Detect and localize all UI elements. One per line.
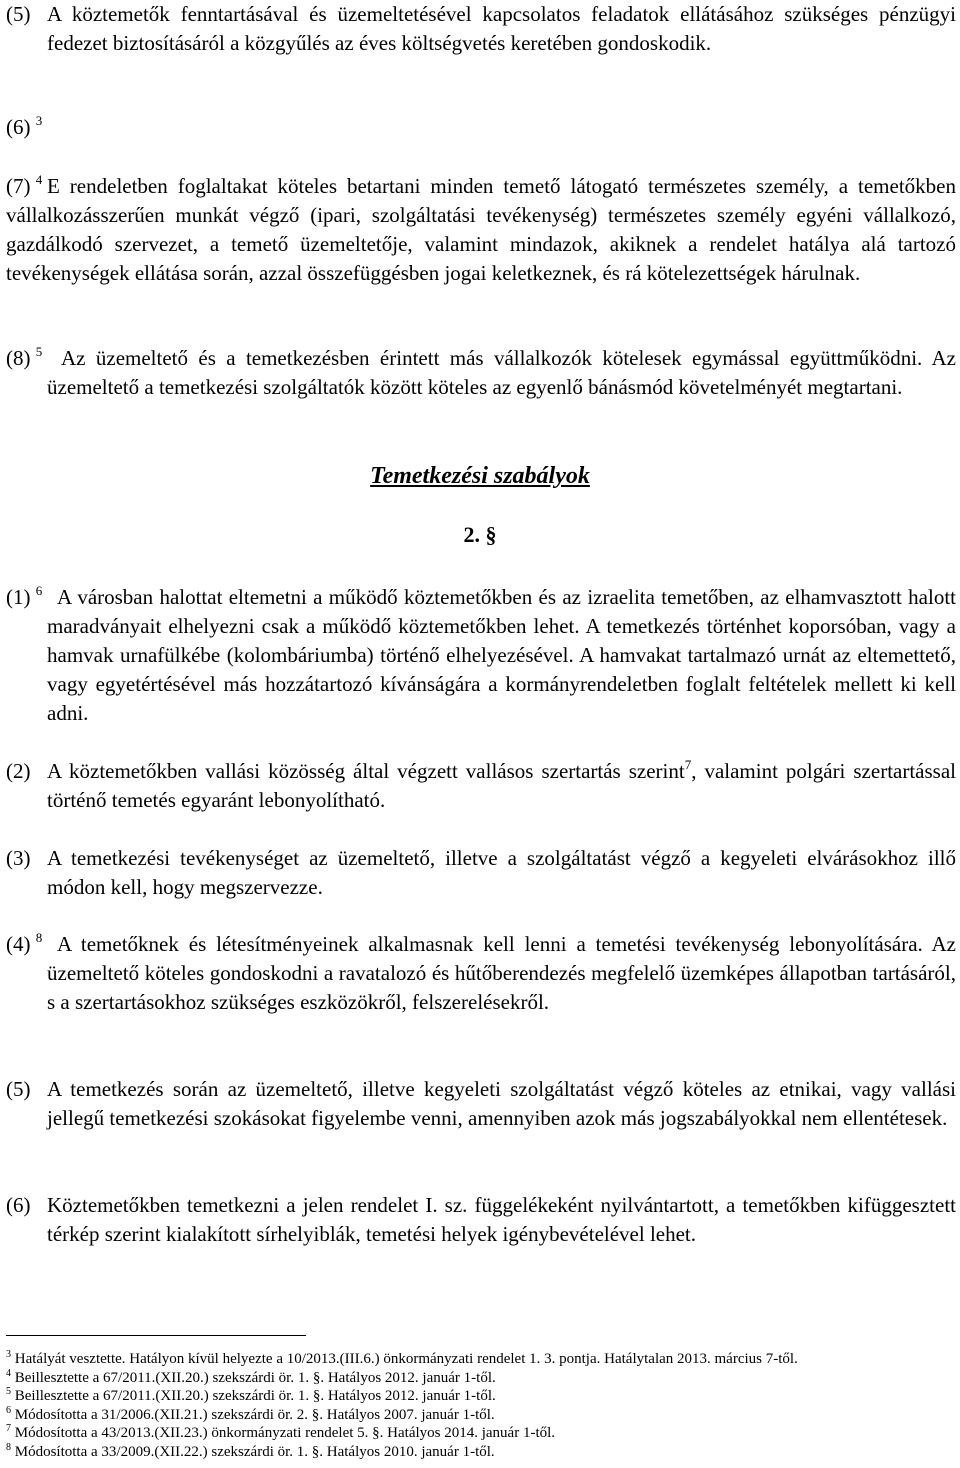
footnote-6: $^6$ Módosította a 31/2006.(XII.21.) szekszárdi ör. 2. §. Hatályos 2007. január 1-től. xyxy=(6,1404,495,1423)
paragraph-5-fenntartas xyxy=(6,0,956,58)
paragraph-number: (8) $^5$ xyxy=(6,344,43,370)
footnote-3: $^3$ Hatályát vesztette. Hatályon kívül helyezte a 10/2013.(III.6.) önkormányzati rendelet 1. 3. pontja. Hatálytalan 2013. március 7-től. xyxy=(6,1349,798,1367)
paragraph-text: A köztemetők fenntartásával és üzemeltetésével kapcsolatos feladatok ellátásához szükséges pénzügyi fedezet biztosításáról a közgyűlés az éves költségvetés keretében gondoskodik. xyxy=(47,2,956,55)
footnote-ref: 3 xyxy=(35,113,43,128)
paragraph-8-cooperation xyxy=(6,344,956,402)
paragraph-number: (6) xyxy=(6,1193,31,1217)
footnote-ref: 6 xyxy=(35,583,43,598)
paragraph-4-facilities xyxy=(6,930,956,1017)
paragraph-number: (4) $^8$ xyxy=(6,930,43,956)
footnote-separator xyxy=(6,1335,306,1336)
paragraph-1-burial-places xyxy=(6,583,956,728)
paragraph-number: (2) xyxy=(6,759,31,783)
paragraph-5-customs xyxy=(6,1075,956,1133)
paragraph-text: Köztemetőkben temetkezni a jelen rendelet I. sz. függelékeként nyilvántartott, a temetőkben kifüggesztett térkép szerint kialakított sírhelyiblák, temetési helyek igénybevételével lehet. xyxy=(47,1193,956,1246)
footnote-7: $^7$ Módosította a 43/2013.(XII.23.) önkormányzati rendelet 5. §. Hatályos 2014. január 1-től. xyxy=(6,1423,556,1441)
paragraph-number: (7) $^4$ xyxy=(6,172,43,198)
paragraph-3-organization xyxy=(6,844,956,902)
paragraph-body xyxy=(6,172,956,288)
paragraph-text: A temetkezés során az üzemeltető, illetve kegyeleti szolgáltatást végző köteles az etnikai, vagy vallási jellegű temetkezési szokásokat figyelembe venni, amennyiben azok más jogszabályokkal nem ellentétesek. xyxy=(47,1077,956,1130)
footnote-ref: 8 xyxy=(35,930,43,945)
paragraph-text: A köztemetőkben vallási közösség által végzett vallásos szertartás szerint$^7$, valamint polgári szertartással történő temetés egyaránt lebonyolítható. xyxy=(47,757,956,812)
footnotes xyxy=(6,1350,956,1461)
paragraph-text: E rendeletben foglaltakat köteles betartani minden temető látogató természetes személy, a temetőkben vállalkozásszerűen munkát végző (ipari, szolgáltatási tevékenység) természetes személy egyéni vállalkozó, gazdálkodó szervezet, a temető üzemeltetője, valamint mindazok, akiknek a rendelet hatálya alá tartozó tevékenységek ellátása során, azzal összefüggésben jogai keletkeznek, és rá kötelezettségek hárulnak. xyxy=(6,174,956,285)
paragraph-number: (3) xyxy=(6,846,31,870)
paragraph-text: A városban halottat eltemetni a működő köztemetőkben és az izraelita temetőben, az elhamvasztott halott maradványait elhelyezni csak a működő köztemetőkben lehet. A temetkezés történhet koporsóban, vagy a hamvak urnafülkébe (kolombáriumba) történő elhelyezésével. A hamvakat tartalmazó urnát az eltemettető, vagy egyetértésével más hozzátartozó kívánságára a kormányrendeletben foglalt feltételek mellett ki kell adni. xyxy=(47,585,956,725)
paragraph-text: A temetőknek és létesítményeinek alkalmasnak kell lenni a temetési tevékenység lebonyolítására. Az üzemeltető köteles gondoskodni a ravatalozó és hűtőberendezés megfelelő üzemképes állapotban tartásáról, s a szertartásokhoz szükséges eszközökről, felszerelésekről. xyxy=(47,932,956,1014)
paragraph-text: A temetkezési tevékenységet az üzemeltető, illetve a szolgáltatást végző a kegyeleti elvárásokhoz illő módon kell, hogy megszervezze. xyxy=(47,846,956,899)
paragraph-2-ceremonies xyxy=(6,757,956,815)
paragraph-number: (1) $^6$ xyxy=(6,583,43,609)
paragraph-number: (5) xyxy=(6,1077,31,1101)
footnote-5: $^5$ Beillesztette a 67/2011.(XII.20.) szekszárdi ör. 1. §. Hatályos 2012. január 1-től. xyxy=(6,1386,496,1404)
paragraph-number: (5) xyxy=(6,2,31,26)
paragraph-6-grave-plots xyxy=(6,1191,956,1249)
footnote-ref: 5 xyxy=(35,344,43,359)
section-number: 2. § xyxy=(463,522,497,547)
footnote-4: $^4$ Beillesztette a 67/2011.(XII.20.) szekszárdi ör. 1. §. Hatályos 2012. január 1-től. xyxy=(6,1367,496,1386)
footnote-ref: 7 xyxy=(684,757,692,772)
paragraph-number: (6) $^3$ xyxy=(6,113,43,139)
section-title: Temetkezési szabályok xyxy=(370,463,590,489)
paragraph-text: Az üzemeltető és a temetkezésben érintett más vállalkozók kötelesek egymással együttműködni. Az üzemeltető a temetkezési szolgáltatók között köteles az egyenlő bánásmód követelményét megtartani. xyxy=(47,346,956,399)
paragraph-7-scope xyxy=(6,172,956,288)
footnote-ref: 4 xyxy=(35,172,43,187)
footnote-8: $^8$ Módosította a 33/2009.(XII.22.) szekszárdi ör. 1. §. Hatályos 2010. január 1-től. xyxy=(6,1441,495,1460)
